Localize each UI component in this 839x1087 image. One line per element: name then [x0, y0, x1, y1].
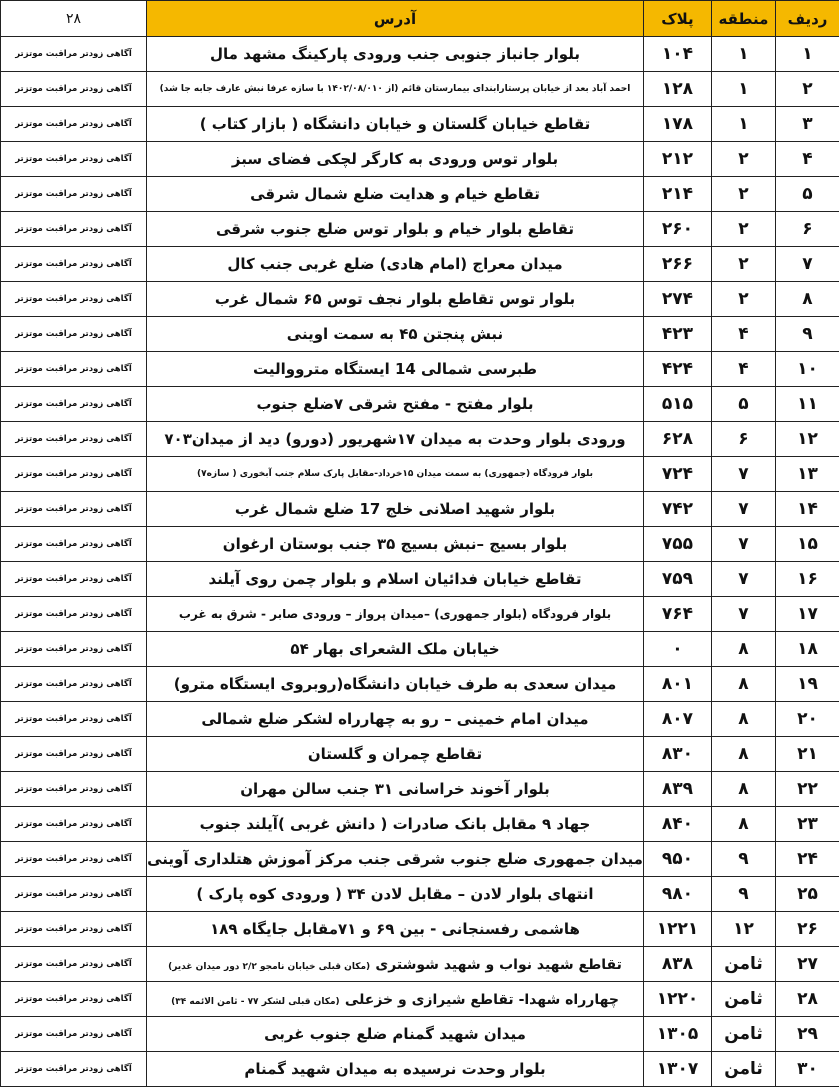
region-cell: ۹	[712, 877, 776, 912]
address-previous-location-note: (مکان قبلی لشکر ۷۷ - ثامن الائمه ۳۴)	[171, 997, 340, 1007]
address-cell: جهاد ۹ مقابل بانک صادرات ( دانش غربی )آیلند جنوب	[147, 807, 644, 842]
table-row	[1, 212, 839, 247]
region-cell: ۱۲	[712, 912, 776, 947]
row-number-cell: ۱۸	[776, 632, 839, 667]
row-number-cell: ۴	[776, 142, 839, 177]
region-cell: ۷	[712, 562, 776, 597]
table-row	[1, 317, 839, 352]
region-cell: ۷	[712, 457, 776, 492]
note-cell: آگاهی زودتر مراقبت موتزتر	[1, 702, 147, 737]
row-number-cell: ۲۴	[776, 842, 839, 877]
row-number-cell: ۱۷	[776, 597, 839, 632]
plate-cell: ۸۳۸	[644, 947, 712, 982]
address-cell: ورودی بلوار وحدت به میدان ۱۷شهریور (دورو) دید از میدان۷۰۳	[147, 422, 644, 457]
row-number-cell: ۲۸	[776, 982, 839, 1017]
plate-cell: ۹۵۰	[644, 842, 712, 877]
row-number-cell: ۱۰	[776, 352, 839, 387]
address-cell: میدان جمهوری ضلع جنوب شرقی جنب مرکز آموزش هتلداری آوینی	[147, 842, 644, 877]
plate-cell: ۸۳۰	[644, 737, 712, 772]
note-cell: آگاهی زودتر مراقبت موتزتر	[1, 177, 147, 212]
region-cell: ثامن	[712, 1052, 776, 1087]
address-text: چهارراه شهدا- تقاطع شیرازی و خزعلی	[345, 992, 619, 1008]
region-cell: ۴	[712, 352, 776, 387]
note-cell: آگاهی زودتر مراقبت موتزتر	[1, 317, 147, 352]
table-row	[1, 632, 839, 667]
row-number-cell: ۲۳	[776, 807, 839, 842]
region-cell: ۷	[712, 597, 776, 632]
plate-cell: ۷۴۲	[644, 492, 712, 527]
row-number-cell: ۲۰	[776, 702, 839, 737]
region-cell: ۱	[712, 72, 776, 107]
table-row	[1, 807, 839, 842]
note-cell: آگاهی زودتر مراقبت موتزتر	[1, 457, 147, 492]
address-cell: بلوار فرودگاه (بلوار جمهوری) –میدان پرواز – ورودی صابر - شرق به غرب	[147, 597, 644, 632]
note-cell: آگاهی زودتر مراقبت موتزتر	[1, 632, 147, 667]
address-cell: طبرسی شمالی 14 ایستگاه مترووالیت	[147, 352, 644, 387]
note-cell: آگاهی زودتر مراقبت موتزتر	[1, 737, 147, 772]
region-cell: ۲	[712, 142, 776, 177]
region-cell: ۲	[712, 247, 776, 282]
note-cell: آگاهی زودتر مراقبت موتزتر	[1, 772, 147, 807]
note-cell: آگاهی زودتر مراقبت موتزتر	[1, 422, 147, 457]
region-cell: ۸	[712, 632, 776, 667]
table-row	[1, 142, 839, 177]
note-cell: آگاهی زودتر مراقبت موتزتر	[1, 597, 147, 632]
row-number-cell: ۱۶	[776, 562, 839, 597]
plate-cell: ۷۵۹	[644, 562, 712, 597]
note-cell: آگاهی زودتر مراقبت موتزتر	[1, 72, 147, 107]
note-cell: آگاهی زودتر مراقبت موتزتر	[1, 142, 147, 177]
row-number-cell: ۲۵	[776, 877, 839, 912]
note-cell: آگاهی زودتر مراقبت موتزتر	[1, 912, 147, 947]
table-body	[1, 37, 839, 1087]
note-cell: آگاهی زودتر مراقبت موتزتر	[1, 352, 147, 387]
table-row	[1, 877, 839, 912]
row-number-cell: ۲۷	[776, 947, 839, 982]
note-cell: آگاهی زودتر مراقبت موتزتر	[1, 387, 147, 422]
table-row	[1, 562, 839, 597]
row-number-cell: ۲۹	[776, 1017, 839, 1052]
table-row	[1, 282, 839, 317]
note-cell: آگاهی زودتر مراقبت موتزتر	[1, 527, 147, 562]
plate-cell: ۷۲۴	[644, 457, 712, 492]
note-cell: آگاهی زودتر مراقبت موتزتر	[1, 982, 147, 1017]
row-number-cell: ۱۲	[776, 422, 839, 457]
note-cell: آگاهی زودتر مراقبت موتزتر	[1, 107, 147, 142]
address-cell	[147, 947, 644, 982]
address-cell: بلوار مفتح - مفتح شرقی ۷ضلع جنوب	[147, 387, 644, 422]
plate-cell: ۷۶۴	[644, 597, 712, 632]
address-cell: بلوار جانباز جنوبی جنب ورودی پارکینگ مشهد مال	[147, 37, 644, 72]
plate-cell: ۲۶۶	[644, 247, 712, 282]
table-row	[1, 177, 839, 212]
plate-cell: ۵۱۵	[644, 387, 712, 422]
row-number-cell: ۸	[776, 282, 839, 317]
address-cell	[147, 982, 644, 1017]
table-row	[1, 737, 839, 772]
address-cell: انتهای بلوار لادن – مقابل لادن ۳۴ ( ورودی کوه پارک )	[147, 877, 644, 912]
header-region: منطقه	[712, 1, 776, 37]
plate-cell: ۷۵۵	[644, 527, 712, 562]
row-number-cell: ۱۴	[776, 492, 839, 527]
region-cell: ثامن	[712, 982, 776, 1017]
region-cell: ۸	[712, 772, 776, 807]
plate-cell: ۱۳۰۷	[644, 1052, 712, 1087]
address-cell: تقاطع بلوار خیام و بلوار توس ضلع جنوب شرقی	[147, 212, 644, 247]
table-row	[1, 667, 839, 702]
region-cell: ۷	[712, 527, 776, 562]
row-number-cell: ۲۲	[776, 772, 839, 807]
row-number-cell: ۲	[776, 72, 839, 107]
address-cell: بلوار بسیج –نبش بسیج ۳۵ جنب بوستان ارغوان	[147, 527, 644, 562]
address-cell: میدان معراج (امام هادی) ضلع غربی جنب کال	[147, 247, 644, 282]
plate-cell: ۸۰۷	[644, 702, 712, 737]
region-cell: ۲	[712, 177, 776, 212]
row-number-cell: ۱۹	[776, 667, 839, 702]
plate-cell: ۱۲۲۱	[644, 912, 712, 947]
row-number-cell: ۵	[776, 177, 839, 212]
region-cell: ۵	[712, 387, 776, 422]
address-cell: میدان سعدی به طرف خیابان دانشگاه(روبروی ایستگاه مترو)	[147, 667, 644, 702]
address-text: تقاطع شهید نواب و شهید شوشتری	[375, 957, 622, 973]
table-row	[1, 457, 839, 492]
table-row	[1, 72, 839, 107]
plate-cell: ۲۱۴	[644, 177, 712, 212]
address-cell: بلوار وحدت نرسیده به میدان شهید گمنام	[147, 1052, 644, 1087]
row-number-cell: ۱۳	[776, 457, 839, 492]
address-cell: احمد آباد بعد از خیابان پرستارابندای بیمارستان قائم (از ۱۴۰۲/۰۸/۰۱۰ با سازه عرفا نبش عارف جابه جا شد)	[147, 72, 644, 107]
plate-cell: ۸۳۹	[644, 772, 712, 807]
address-cell: میدان شهید گمنام ضلع جنوب غربی	[147, 1017, 644, 1052]
header-plate: پلاک	[644, 1, 712, 37]
plate-cell: ۱۷۸	[644, 107, 712, 142]
row-number-cell: ۱۵	[776, 527, 839, 562]
address-cell: تقاطع خیابان فدائیان اسلام و بلوار چمن روی آیلند	[147, 562, 644, 597]
row-number-cell: ۶	[776, 212, 839, 247]
plate-cell: ۱۰۴	[644, 37, 712, 72]
region-cell: ۹	[712, 842, 776, 877]
plate-cell: ۱۲۲۰	[644, 982, 712, 1017]
note-cell: آگاهی زودتر مراقبت موتزتر	[1, 1017, 147, 1052]
row-number-cell: ۳۰	[776, 1052, 839, 1087]
plate-cell: ۲۷۴	[644, 282, 712, 317]
note-cell: آگاهی زودتر مراقبت موتزتر	[1, 492, 147, 527]
address-cell: بلوار فرودگاه (جمهوری) به سمت میدان ۱۵خرداد-مقابل پارک سلام جنب آبخوری ( سازه۷)	[147, 457, 644, 492]
plate-cell: ۴۲۴	[644, 352, 712, 387]
table-row	[1, 982, 839, 1017]
address-cell: بلوار شهید اصلانی خلج 17 ضلع شمال غرب	[147, 492, 644, 527]
address-cell: هاشمی رفسنجانی - بین ۶۹ و ۷۱مقابل جایگاه ۱۸۹	[147, 912, 644, 947]
address-cell: خیابان ملک الشعرای بهار ۵۴	[147, 632, 644, 667]
row-number-cell: ۹	[776, 317, 839, 352]
header-row	[1, 1, 839, 37]
region-cell: ۸	[712, 807, 776, 842]
table-row	[1, 1017, 839, 1052]
address-cell: تقاطع خیابان گلستان و خیابان دانشگاه ( بازار کتاب )	[147, 107, 644, 142]
note-cell: آگاهی زودتر مراقبت موتزتر	[1, 667, 147, 702]
row-number-cell: ۱	[776, 37, 839, 72]
table-row	[1, 492, 839, 527]
row-number-cell: ۷	[776, 247, 839, 282]
region-cell: ۸	[712, 667, 776, 702]
note-cell: آگاهی زودتر مراقبت موتزتر	[1, 842, 147, 877]
plate-cell: ۸۴۰	[644, 807, 712, 842]
plate-cell: ۴۲۳	[644, 317, 712, 352]
address-cell: بلوار آخوند خراسانی ۳۱ جنب سالن مهران	[147, 772, 644, 807]
header-row-number: ردیف	[776, 1, 839, 37]
plate-cell: ۲۶۰	[644, 212, 712, 247]
region-cell: ثامن	[712, 1017, 776, 1052]
table-row	[1, 37, 839, 72]
table-row	[1, 387, 839, 422]
address-cell: نبش پنجتن ۴۵ به سمت اوینی	[147, 317, 644, 352]
plate-cell: ۰	[644, 632, 712, 667]
plate-cell: ۶۲۸	[644, 422, 712, 457]
address-previous-location-note: (مکان قبلی خیابان نامجو ۲/۲ دور میدان غدیر)	[168, 962, 370, 972]
plate-cell: ۱۳۰۵	[644, 1017, 712, 1052]
note-cell: آگاهی زودتر مراقبت موتزتر	[1, 947, 147, 982]
address-cell: تقاطع خیام و هدایت ضلع شمال شرقی	[147, 177, 644, 212]
note-cell: آگاهی زودتر مراقبت موتزتر	[1, 37, 147, 72]
region-cell: ۶	[712, 422, 776, 457]
table-row	[1, 107, 839, 142]
note-cell: آگاهی زودتر مراقبت موتزتر	[1, 807, 147, 842]
row-number-cell: ۱۱	[776, 387, 839, 422]
region-cell: ۴	[712, 317, 776, 352]
table-row	[1, 527, 839, 562]
note-cell: آگاهی زودتر مراقبت موتزتر	[1, 562, 147, 597]
table-row	[1, 947, 839, 982]
address-cell: بلوار توس ورودی به کارگر لچکی فضای سبز	[147, 142, 644, 177]
table-row	[1, 1052, 839, 1087]
table-row	[1, 422, 839, 457]
note-cell: آگاهی زودتر مراقبت موتزتر	[1, 212, 147, 247]
table-row	[1, 597, 839, 632]
region-cell: ۱	[712, 107, 776, 142]
note-cell: آگاهی زودتر مراقبت موتزتر	[1, 247, 147, 282]
region-cell: ۸	[712, 702, 776, 737]
plate-cell: ۹۸۰	[644, 877, 712, 912]
region-cell: ۸	[712, 737, 776, 772]
table-row	[1, 702, 839, 737]
header-count: ۲۸	[1, 1, 147, 37]
plate-cell: ۲۱۲	[644, 142, 712, 177]
region-cell: ۲	[712, 282, 776, 317]
table-row	[1, 912, 839, 947]
note-cell: آگاهی زودتر مراقبت موتزتر	[1, 282, 147, 317]
region-cell: ۲	[712, 212, 776, 247]
address-cell: میدان امام خمینی – رو به چهارراه لشکر ضلع شمالی	[147, 702, 644, 737]
plate-cell: ۸۰۱	[644, 667, 712, 702]
table-row	[1, 352, 839, 387]
plate-cell: ۱۲۸	[644, 72, 712, 107]
address-cell: بلوار توس تقاطع بلوار نجف توس ۶۵ شمال غرب	[147, 282, 644, 317]
table-row	[1, 842, 839, 877]
row-number-cell: ۲۱	[776, 737, 839, 772]
region-cell: ثامن	[712, 947, 776, 982]
region-cell: ۱	[712, 37, 776, 72]
row-number-cell: ۲۶	[776, 912, 839, 947]
row-number-cell: ۳	[776, 107, 839, 142]
region-cell: ۷	[712, 492, 776, 527]
table-row	[1, 772, 839, 807]
header-address: آدرس	[147, 1, 644, 37]
address-cell: تقاطع چمران و گلستان	[147, 737, 644, 772]
note-cell: آگاهی زودتر مراقبت موتزتر	[1, 1052, 147, 1087]
table-row	[1, 247, 839, 282]
note-cell: آگاهی زودتر مراقبت موتزتر	[1, 877, 147, 912]
